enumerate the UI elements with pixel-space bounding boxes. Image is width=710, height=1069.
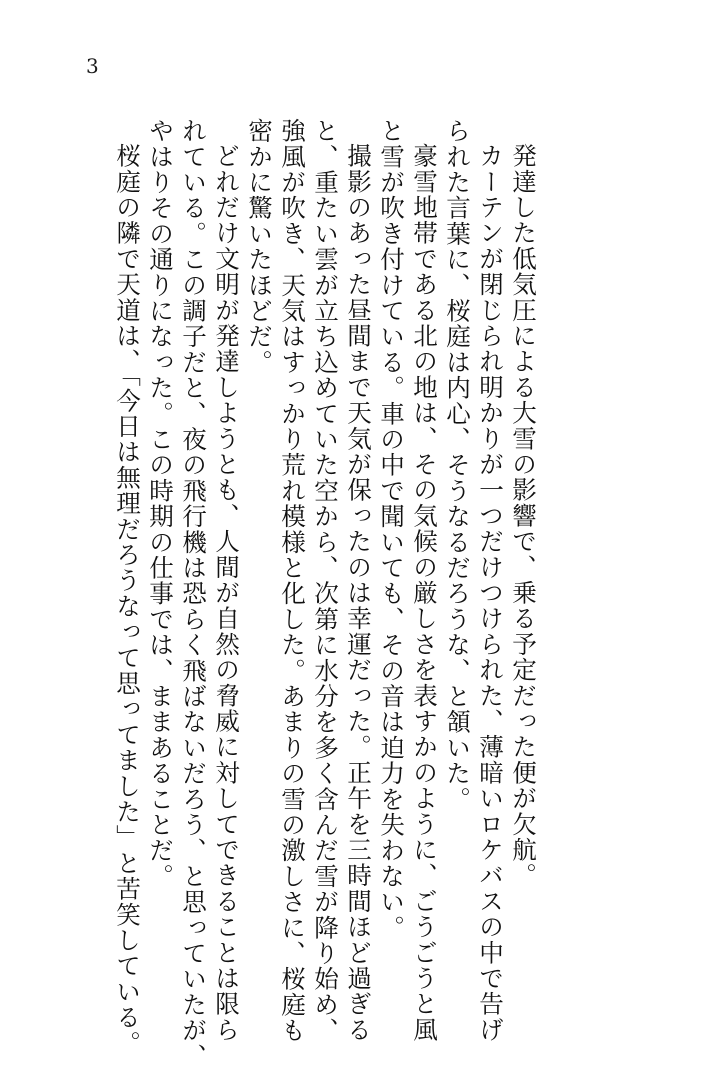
text-line: カーテンが閉じられ明かりが一つだけつけられた、薄暗いロケバスの中で告げ bbox=[476, 142, 505, 1043]
text-line: 発達した低気圧による大雪の影響で、乗る予定だった便が欠航。 bbox=[509, 142, 538, 888]
text-line: 強風が吹き、天気はすっかり荒れ模様と化した。あまりの雪の激しさに、桜庭も bbox=[278, 118, 307, 1044]
text-line: れている。この調子だと、夜の飛行機は恐らく飛ばないだろう、と思っていたが、 bbox=[179, 118, 208, 1069]
text-line: と、重たい雲が立ち込めていた空から、次第に水分を多く含んだ雪が降り始め、 bbox=[311, 118, 340, 1044]
text-line: 密かに驚いたほどだ。 bbox=[245, 118, 274, 375]
text-line: と雪が吹き付けている。車の中で聞いても、その音は迫力を失わない。 bbox=[377, 118, 406, 941]
vertical-text-body bbox=[111, 118, 540, 1069]
text-line: どれだけ文明が発達しようとも、人間が自然の脅威に対してできることは限ら bbox=[212, 142, 241, 1043]
text-line: やはりその通りになった。この時期の仕事では、ままあることだ。 bbox=[146, 118, 175, 889]
text-line: 豪雪地帯である北の地は、その気候の厳しさを表すかのように、ごうごうと風 bbox=[410, 142, 439, 1043]
text-line: 撮影のあった昼間まで天気が保ったのは幸運だった。正午を三時間ほど過ぎる bbox=[344, 142, 373, 1043]
text-line: られた言葉に、桜庭は内心、そうなるだろうな、と頷いた。 bbox=[443, 118, 472, 812]
text-line: 桜庭の隣で天道は、「今日は無理だろうなって思ってました」と苦笑している。 bbox=[113, 142, 142, 1056]
page-number: 3 bbox=[86, 54, 99, 78]
